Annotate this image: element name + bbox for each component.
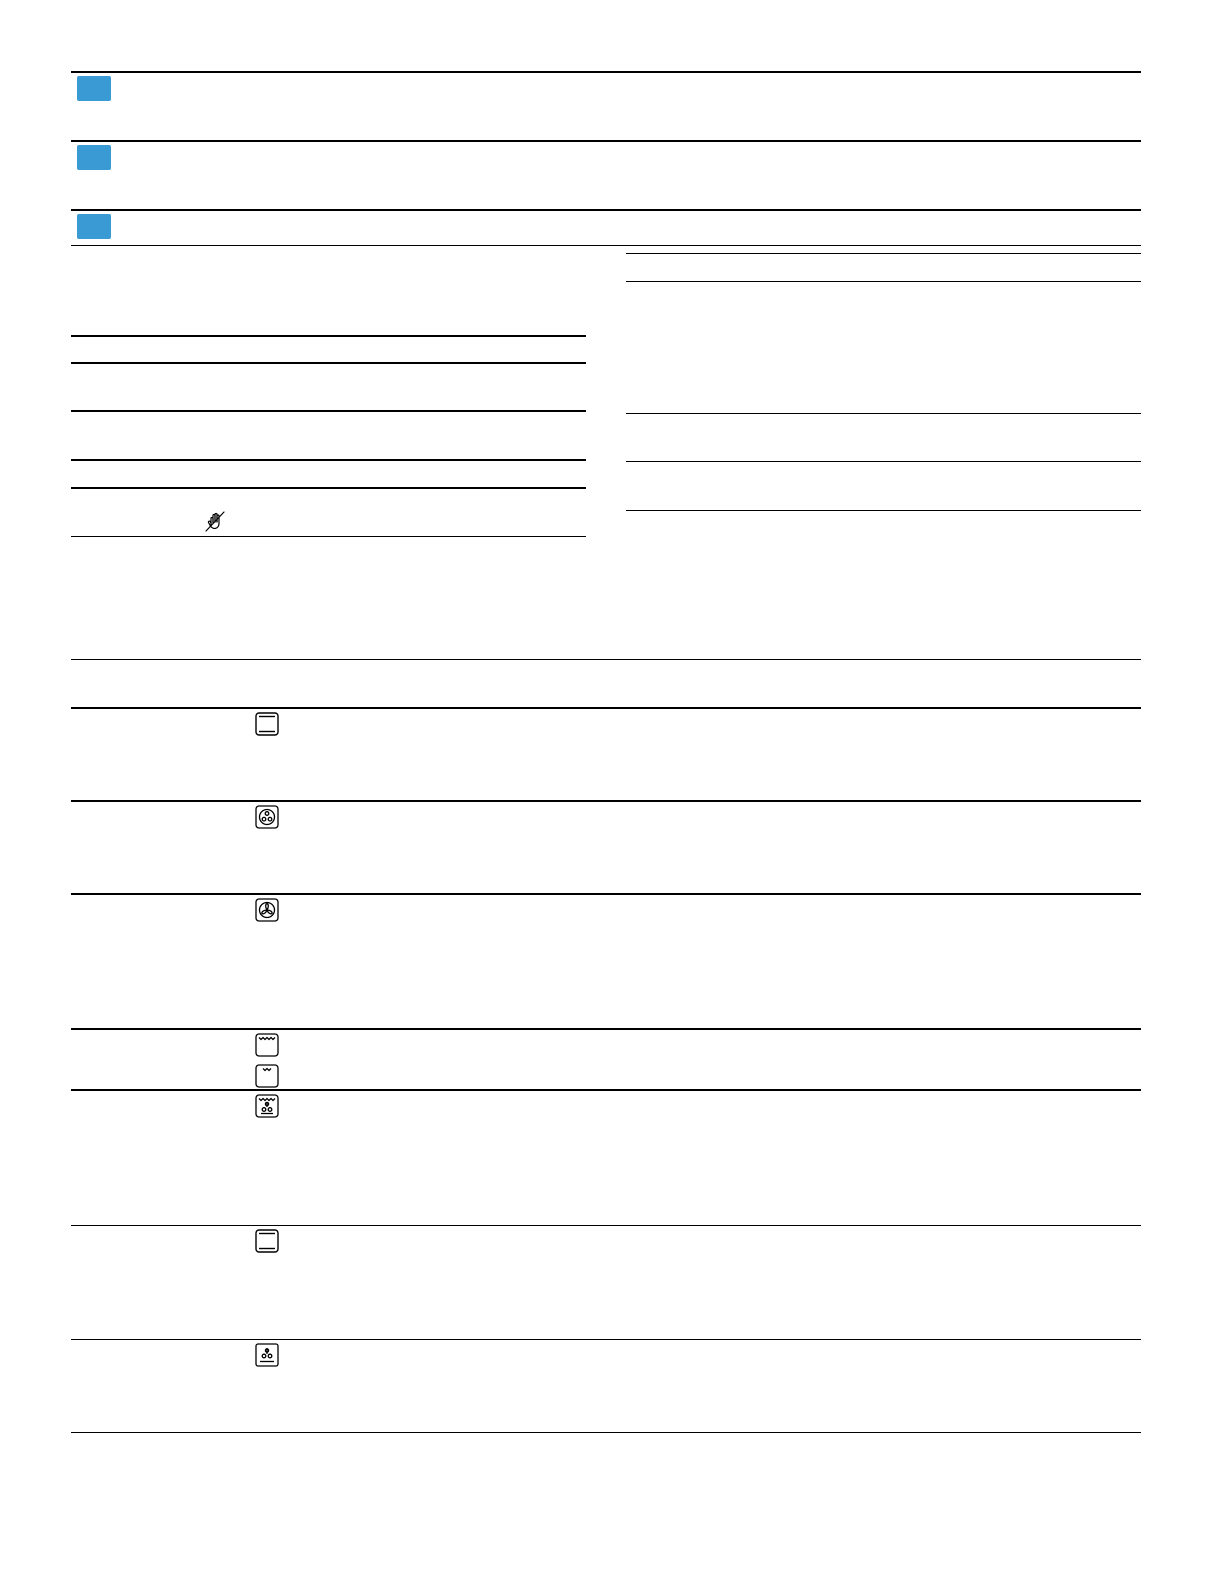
left-table-row-rule xyxy=(71,362,586,364)
defrost-fan-icon xyxy=(255,1343,279,1367)
hot-air-fan-icon xyxy=(255,805,279,829)
hot-air-gentle-fan-icon xyxy=(255,898,279,922)
grill-fan-icon xyxy=(255,1094,279,1118)
step-3-badge xyxy=(77,214,111,239)
right-table-row-rule xyxy=(626,461,1141,462)
half-grill-icon xyxy=(255,1064,279,1088)
function-table-row-rule xyxy=(71,800,1141,802)
left-table-row-rule xyxy=(71,459,586,461)
function-table-row-rule xyxy=(71,1028,1141,1030)
top-bottom-heating-icon xyxy=(255,712,279,736)
bottom-heating-icon xyxy=(255,1229,279,1253)
step-2-top-rule xyxy=(71,140,1141,142)
step-3-bottom-rule xyxy=(71,245,1141,246)
function-table-row-rule xyxy=(71,893,1141,895)
full-grill-icon xyxy=(255,1033,279,1057)
function-table-row-rule xyxy=(71,1339,1141,1340)
function-table-header-rule xyxy=(71,707,1141,709)
function-table-row-rule xyxy=(71,1089,1141,1091)
function-table-bottom-rule xyxy=(71,1432,1141,1433)
step-1-badge xyxy=(77,76,111,101)
right-table-row-rule xyxy=(626,281,1141,282)
right-table-row-rule xyxy=(626,413,1141,414)
left-table-bottom-rule xyxy=(71,536,586,537)
function-table-row-rule xyxy=(71,1225,1141,1226)
left-table-header-rule xyxy=(71,335,586,337)
step-2-badge xyxy=(77,145,111,170)
left-table-row-rule xyxy=(71,410,586,412)
right-table-bottom-rule xyxy=(626,510,1141,511)
function-table-top-rule xyxy=(71,659,1141,660)
step-3-top-rule xyxy=(71,209,1141,211)
right-table-header-rule xyxy=(626,253,1141,254)
left-table-row-rule xyxy=(71,487,586,489)
childproof-hand-icon xyxy=(204,510,226,532)
step-1-top-rule xyxy=(71,71,1141,73)
